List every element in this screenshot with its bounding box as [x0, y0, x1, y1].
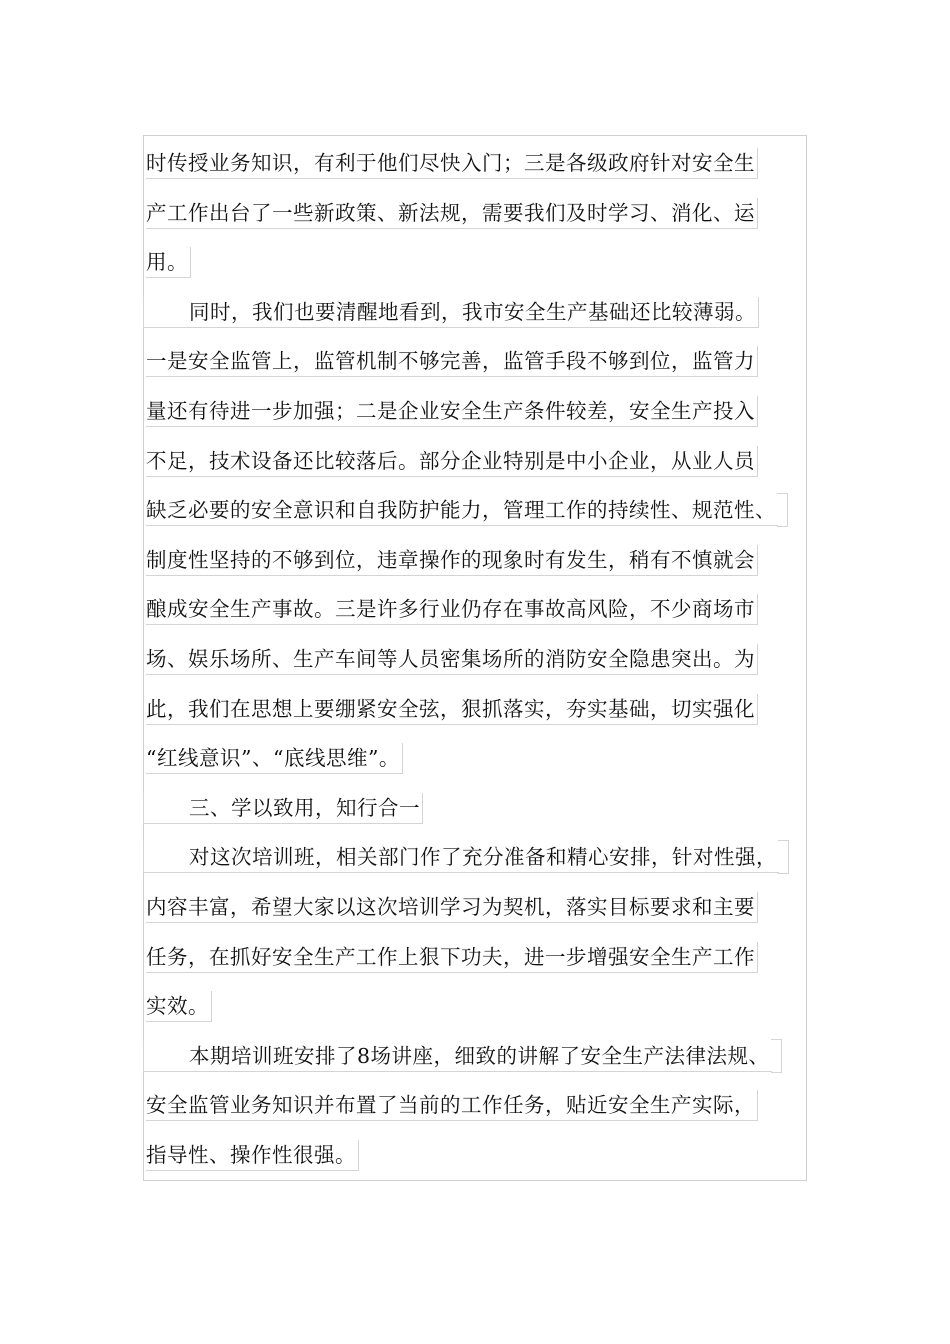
- text-line: [146, 1130, 806, 1180]
- text-line-content: 一是安全监管上，监管机制不够完善，监管手段不够到位，监管力: [146, 346, 758, 377]
- text-line: [146, 981, 806, 1031]
- text-line: [146, 188, 806, 238]
- text-line: [146, 535, 806, 585]
- text-line: [146, 1031, 806, 1081]
- text-line: [146, 882, 806, 932]
- text-line-content: 场、娱乐场所、生产车间等人员密集场所的消防安全隐患突出。为: [146, 644, 758, 675]
- text-line: [146, 485, 806, 535]
- text-line-content: 安全监管业务知识并布置了当前的工作任务，贴近安全生产实际，: [146, 1090, 758, 1121]
- section-heading: [146, 783, 806, 833]
- text-line-content: 产工作出台了一些新政策、新法规，需要我们及时学习、消化、运: [146, 198, 758, 229]
- text-line-content: 缺乏必要的安全意识和自我防护能力，管理工作的持续性、规范性、: [146, 495, 778, 526]
- text-line-content: 用。: [146, 247, 191, 278]
- text-line: [146, 386, 806, 436]
- text-line-content: 指导性、操作性很强。: [146, 1140, 359, 1171]
- text-line: [146, 237, 806, 287]
- text-line: [146, 138, 806, 188]
- text-line: [146, 832, 806, 882]
- text-line: [146, 684, 806, 734]
- text-line-content: 量还有待进一步加强；二是企业安全生产条件较差，安全生产投入: [146, 396, 758, 427]
- text-line: [146, 336, 806, 386]
- text-line: [146, 733, 806, 783]
- text-line-content: 此，我们在思想上要绷紧安全弦，狠抓落实，夯实基础，切实强化: [146, 694, 758, 725]
- text-line: [146, 1080, 806, 1130]
- text-line: [146, 932, 806, 982]
- text-line-content: “红线意识”、“底线思维”。: [146, 743, 403, 774]
- section-heading-text: 三、学以致用，知行合一: [143, 793, 423, 824]
- document-body: [146, 138, 806, 1179]
- text-line: [146, 584, 806, 634]
- text-line: [146, 287, 806, 337]
- text-line-content: 时传授业务知识，有利于他们尽快入门；三是各级政府针对安全生: [146, 148, 758, 179]
- text-line-content: 本期培训班安排了8场讲座，细致的讲解了安全生产法律法规、: [143, 1041, 772, 1072]
- text-line-content: 内容丰富，希望大家以这次培训学习为契机，落实目标要求和主要: [146, 892, 758, 923]
- text-line: [146, 436, 806, 486]
- text-line-content: 对这次培训班，相关部门作了充分准备和精心安排，针对性强，: [143, 842, 779, 873]
- text-line-content: 实效。: [146, 991, 212, 1022]
- text-line-content: 酿成安全生产事故。三是许多行业仍存在事故高风险，不少商场市: [146, 594, 758, 625]
- text-line-content: 同时，我们也要清醒地看到，我市安全生产基础还比较薄弱。: [143, 297, 759, 328]
- text-line: [146, 634, 806, 684]
- text-line-content: 任务，在抓好安全生产工作上狠下功夫，进一步增强安全生产工作: [146, 942, 758, 973]
- text-line-content: 不足，技术设备还比较落后。部分企业特别是中小企业，从业人员: [146, 446, 758, 477]
- text-line-content: 制度性坚持的不够到位，违章操作的现象时有发生，稍有不慎就会: [146, 545, 758, 576]
